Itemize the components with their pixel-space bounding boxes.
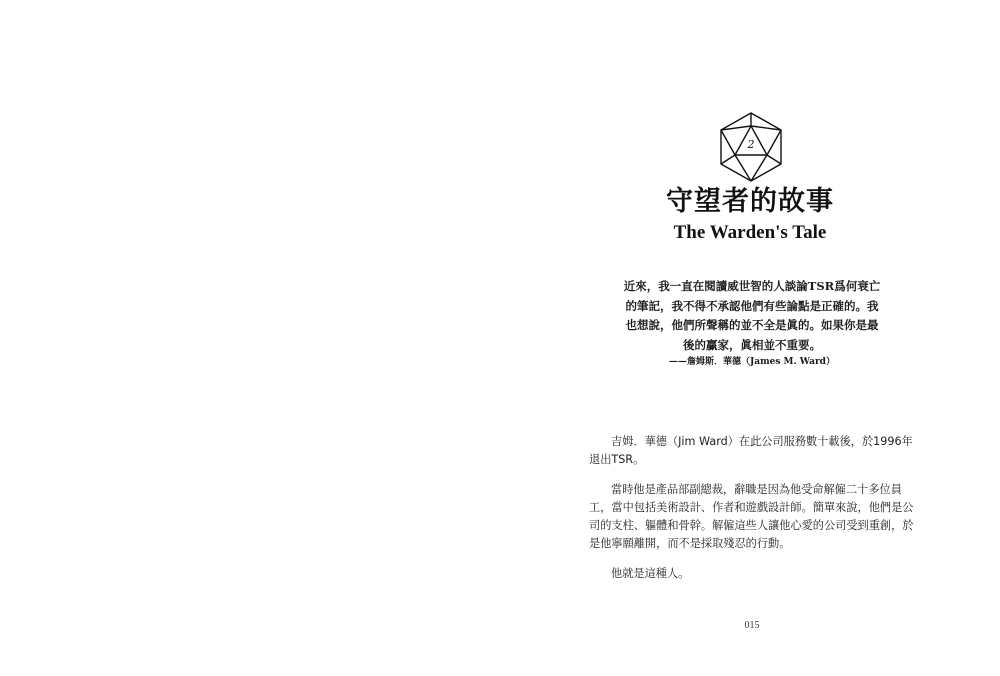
body-paragraph: 吉姆．華德（Jim Ward）在此公司服務數十載後，於1996年退出TSR。 — [589, 435, 913, 466]
epigraph-attribution: ——詹姆斯．華德（James M. Ward） — [669, 357, 835, 367]
page-number: 015 — [744, 620, 760, 631]
body-paragraph: 他就是這種人。 — [611, 567, 690, 580]
d20-die-number: 2 — [747, 138, 755, 151]
epigraph-quote: 近來，我一直在閱讀威世智的人談論TSR爲何衰亡的筆記，我不得不承認他們有些論點是正確的。我也想說，他們所聲稱的並不全是眞的。如果你是最後的贏家，眞相並不重要。 — [623, 279, 881, 352]
d20-die-icon — [717, 111, 785, 183]
chapter-title: 守望者的故事 — [666, 186, 834, 217]
body-paragraph: 當時他是產品部副總裁，辭職是因為他受命解僱二十多位員工，當中包括美術設計、作者和遊戲設計師。簡單來說，他們是公司的支柱、軀體和骨幹。解僱這些人讓他心愛的公司受到重創，於是他寧願離開，而不是採取殘忍的行動。 — [589, 483, 914, 550]
body-text — [589, 433, 914, 595]
chapter-subtitle: The Warden's Tale — [673, 222, 827, 243]
